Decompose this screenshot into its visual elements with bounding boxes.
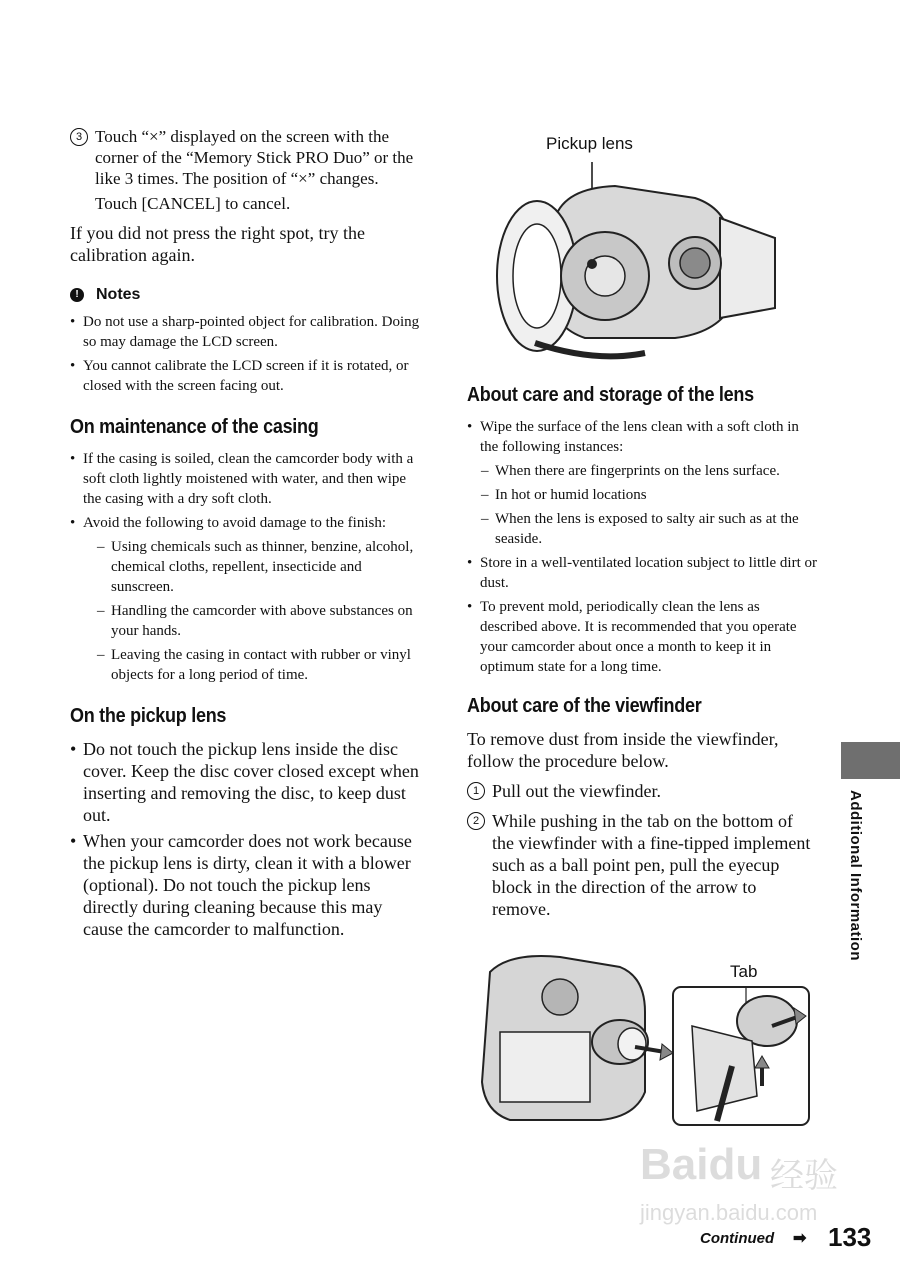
list-item: • Do not use a sharp-pointed object for calibration. Doing so may damage the LCD screen. [70,312,420,352]
list-item: • If the casing is soiled, clean the camcorder body with a soft cloth lightly moistened with water, and then wipe the casing with a dry soft cloth. [70,449,420,509]
care-list [467,417,817,677]
caution-icon: ! [70,288,84,302]
list-item: • You cannot calibrate the LCD screen if it is rotated, or closed with the screen facing out. [70,356,420,396]
step-number: 2 [467,812,485,830]
retry-paragraph: If you did not press the right spot, try the calibration again. [70,223,365,265]
notes-heading [70,286,420,304]
camcorder-viewfinder-illustration [470,952,675,1127]
casing-sublist [83,537,420,685]
list-item: • Store in a well-ventilated location subject to little dirt or dust. [467,553,817,593]
step-subtext: Touch [CANCEL] to cancel. [95,194,291,213]
section-label [840,790,870,980]
pickup-list [70,738,420,940]
care-sublist [467,461,817,549]
casing-list [70,449,420,685]
step-number: 1 [467,782,485,800]
step-text: While pushing in the tab on the bottom of the viewfinder with a fine-tipped implement such as a ball point pen, pull the eyecup block in the direction of the arrow to remove. [492,811,811,919]
figure-label-tab: Tab [730,962,758,981]
page-footer [700,1222,872,1254]
left-column [70,126,420,944]
viewfinder-step-2 [467,810,817,920]
list-item-text: Wipe the surface of the lens clean with a soft cloth in the following instances: [480,419,799,455]
viewfinder-step-1 [467,780,817,802]
step-3 [70,126,420,214]
list-item-text: Avoid the following to avoid damage to the finish: [83,515,387,531]
continued-arrow-icon: ➡ [793,1230,807,1247]
notes-list [70,312,420,396]
watermark-url: jingyan.baidu.com [640,1200,818,1225]
sublist-item: – Using chemicals such as thinner, benzine, alcohol, chemical cloths, repellent, insecticide and sunscreen. [83,537,420,597]
sublist-item: – In hot or humid locations [467,485,817,505]
list-item [70,513,420,685]
list-item: • To prevent mold, periodically clean the lens as described above. It is recommended that you operate your camcorder about once a month to keep it in optimum state for a long time. [467,597,817,677]
watermark-brand: Baidu [640,1140,763,1189]
sublist-item: – Leaving the casing in contact with rubber or vinyl objects for a long period of time. [83,645,420,685]
right-column [467,384,817,920]
sublist-item: – Handling the camcorder with above substances on your hands. [83,601,420,641]
figure-label-pickup-lens: Pickup lens [546,134,633,153]
viewfinder-intro: To remove dust from inside the viewfinder, follow the procedure below. [467,729,779,771]
sublist-item: – When there are fingerprints on the lens surface. [467,461,817,481]
step-text: Pull out the viewfinder. [492,781,661,801]
watermark-cn: 经验 [770,1156,838,1196]
casing-heading: On maintenance of the casing [70,416,319,438]
viewfinder-tab-detail-illustration [672,986,810,1126]
notes-heading-text: Notes [96,286,141,303]
list-item: • Do not touch the pickup lens inside the disc cover. Keep the disc cover closed except when inserting and removing the disc, to keep dust out. [70,738,420,826]
camcorder-disc-cover-illustration [495,158,780,370]
page-number: 133 [828,1222,872,1252]
list-item: • When your camcorder does not work because the pickup lens is dirty, clean it with a blower (optional). Do not touch the pickup lens directly during cleaning because this may cause the camcorder to malfunction. [70,830,420,940]
pickup-heading: On the pickup lens [70,705,227,727]
section-label-text: Additional Information [847,790,864,961]
sublist-item: – When the lens is exposed to salty air such as at the seaside. [467,509,817,549]
step-text: Touch “×” displayed on the screen with the corner of the “Memory Stick PRO Duo” or the like 3 times. The position of “×” changes. [95,127,414,188]
step-number: 3 [70,128,88,146]
continued-label: Continued [700,1230,775,1247]
care-heading: About care and storage of the lens [467,384,754,406]
list-item [467,417,817,549]
viewfinder-heading: About care of the viewfinder [467,695,702,717]
section-tab-marker [841,742,900,779]
